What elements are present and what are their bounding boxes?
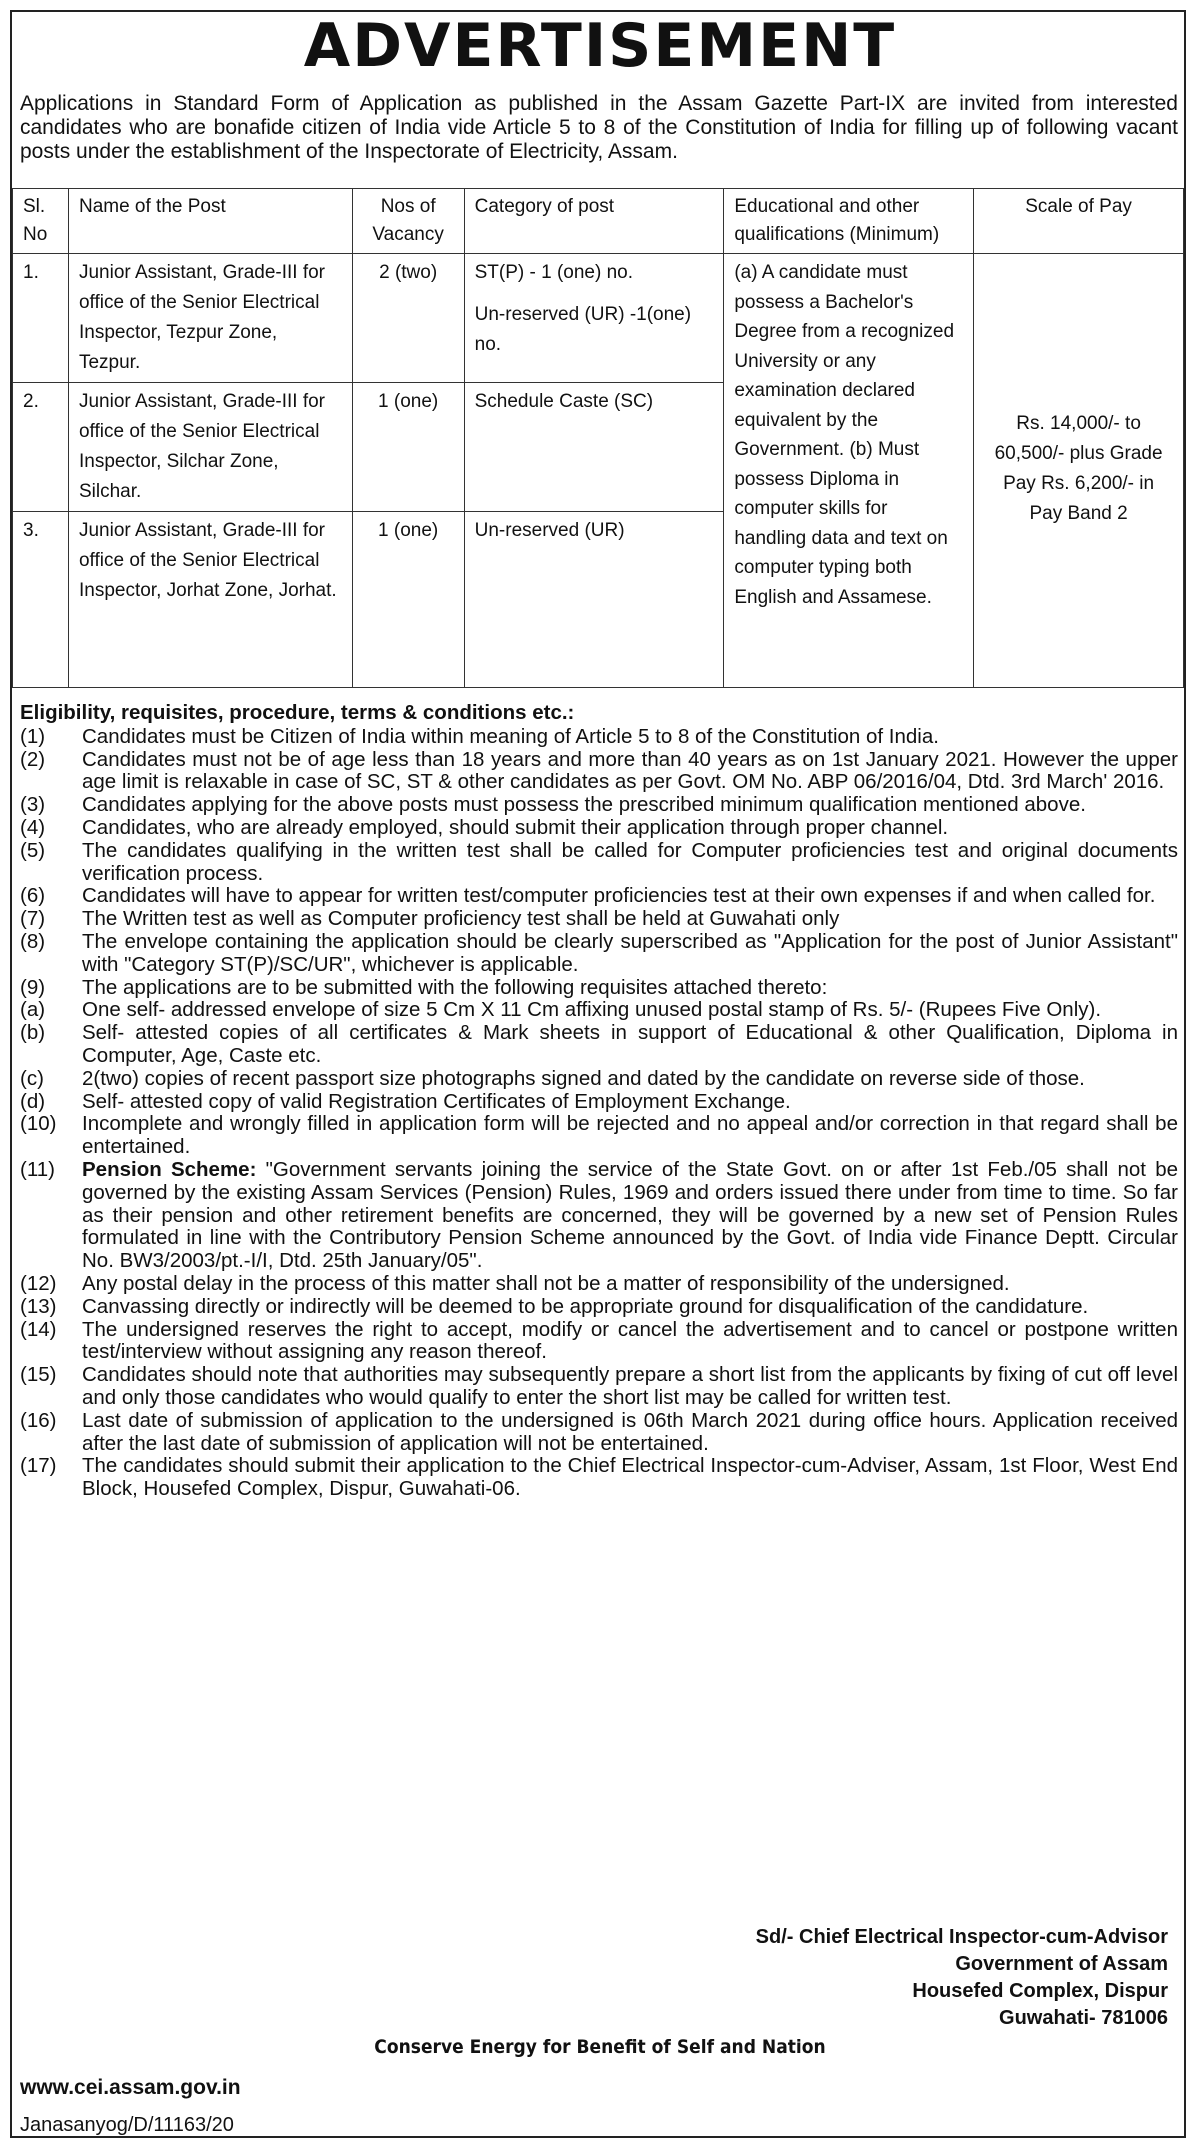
item-text: Incomplete and wrongly filled in application form will be rejected and no appeal and/or correction in that regard shall be entertained.: [82, 1112, 1178, 1159]
item-number: (14): [20, 1317, 57, 1341]
item-number: (c): [20, 1066, 44, 1090]
item-text: The envelope containing the application should be clearly superscribed as "Application for the post of Junior Assistant" with "Category ST(P)/SC/UR", whichever is applicable.: [82, 929, 1178, 976]
website-link[interactable]: www.cei.assam.gov.in: [20, 2076, 241, 2099]
item-text: One self- addressed envelope of size 5 Cm X 11 Cm affixing unused postal stamp of Rs. 5/- (Rupees Five Only).: [82, 998, 1102, 1022]
item-text: The applications are to be submitted with the following requisites attached thereto:: [82, 975, 828, 999]
item-number: (9): [20, 975, 46, 999]
cell-category: [464, 254, 724, 383]
list-item: [20, 794, 1178, 817]
item-number: (1): [20, 724, 46, 748]
list-item: [20, 726, 1178, 749]
item-text: Candidates should note that authorities may subsequently prepare a short list from the applicants by fixing of cut off level and only those candidates who would qualify to enter the short list may be called for written test.: [82, 1363, 1178, 1409]
table-row: [13, 254, 1184, 383]
list-item: [20, 1273, 1178, 1296]
cell-post-name: Junior Assistant, Grade-III for office of the Senior Electrical Inspector, Tezpur Zone, Tezpur.: [68, 254, 352, 383]
eligibility-section: [20, 702, 1178, 1501]
signature-line: Housefed Complex, Dispur: [912, 1980, 1168, 2002]
item-text: Candidates applying for the above posts must possess the prescribed minimum qualification mentioned above.: [82, 793, 1086, 817]
list-item: [20, 1364, 1178, 1410]
item-number: (3): [20, 793, 46, 817]
item-number: (13): [20, 1294, 57, 1318]
cell-category: Schedule Caste (SC): [464, 383, 724, 512]
eligibility-list: [20, 726, 1178, 1501]
item-text: The undersigned reserves the right to accept, modify or cancel the advertisement and to cancel or postpone written test/interview without assigning any reason thereof.: [82, 1317, 1178, 1364]
cell-sl: 3.: [13, 512, 69, 688]
item-number: (4): [20, 815, 46, 839]
item-text: Candidates must not be of age less than 18 years and more than 40 years as on 1st January 2021. However the upper age limit is relaxable in case of SC, ST & other candidates as per Govt. OM No. ABP 06/2016/04, Dtd. 3rd March' 2016.: [82, 747, 1178, 794]
item-number: (b): [20, 1021, 46, 1045]
slogan: Conserve Energy for Benefit of Self and Nation: [374, 2036, 826, 2058]
cell-vacancy: 2 (two): [352, 254, 464, 383]
list-item: [20, 1319, 1178, 1365]
item-text: Last date of submission of application to the undersigned is 06th March 2021 during office hours. Application received after the last date of submission of application will not be entertained.: [82, 1408, 1178, 1455]
category-line: ST(P) - 1 (one) no.: [474, 262, 634, 283]
cell-vacancy: 1 (one): [352, 512, 464, 688]
header-name-of-post: Name of the Post: [68, 189, 352, 254]
list-item: [20, 977, 1178, 1000]
list-item: [20, 1113, 1178, 1159]
item-number: (d): [20, 1089, 46, 1113]
signature-line: Sd/- Chief Electrical Inspector-cum-Advisor: [755, 1926, 1168, 1948]
list-item: [20, 885, 1178, 908]
cell-category: Un-reserved (UR): [464, 512, 724, 688]
item-number: (16): [20, 1408, 57, 1432]
item-text: Candidates will have to appear for written test/computer proficiencies test at their own expenses if and when called for.: [82, 884, 1156, 908]
list-item: [20, 1296, 1178, 1319]
item-number: (17): [20, 1454, 57, 1478]
item-number: (8): [20, 929, 46, 953]
list-item: [20, 931, 1178, 977]
list-item: [20, 1159, 1178, 1273]
item-text: Any postal delay in the process of this matter shall not be a matter of responsibility of the undersigned.: [82, 1271, 1010, 1295]
item-text: The candidates qualifying in the written test shall be called for Computer proficiencies test and original documents verification process.: [82, 838, 1178, 885]
item-number: (11): [20, 1157, 55, 1181]
item-text: Canvassing directly or indirectly will be deemed to be appropriate ground for disqualification of the candidature.: [82, 1294, 1089, 1318]
page-title: ADVERTISEMENT: [303, 11, 897, 81]
list-item: [20, 1091, 1178, 1114]
list-item: [20, 817, 1178, 840]
cell-qualification: (a) A candidate must possess a Bachelor's Degree from a recognized University or any examination declared equivalent by the Government. (b) Must possess Diploma in computer skills for handling data and text on computer typing both English and Assamese.: [724, 254, 974, 688]
list-item: [20, 1022, 1178, 1068]
item-text: The candidates should submit their application to the Chief Electrical Inspector-cum-Adviser, Assam, 1st Floor, West End Block, Housefed Complex, Dispur, Guwahati-06.: [82, 1454, 1178, 1501]
item-text: [82, 1159, 1178, 1273]
item-text: The Written test as well as Computer proficiency test shall be held at Guwahati only: [82, 907, 840, 931]
list-item: [20, 999, 1178, 1022]
item-number: (15): [20, 1363, 57, 1387]
cell-sl: 2.: [13, 383, 69, 512]
cell-vacancy: 1 (one): [352, 383, 464, 512]
item-text: 2(two) copies of recent passport size photographs signed and dated by the candidate on reverse side of those.: [82, 1066, 1085, 1090]
header-sl-no: Sl. No: [13, 189, 69, 254]
header-category: Category of post: [464, 189, 724, 254]
item-number: (12): [20, 1271, 57, 1295]
item-number: (7): [20, 907, 46, 931]
category-line: Un-reserved (UR) -1(one) no.: [474, 304, 692, 355]
cell-scale-of-pay: Rs. 14,000/- to 60,500/- plus Grade Pay Rs. 6,200/- in Pay Band 2: [974, 254, 1184, 688]
item-text: Candidates must be Citizen of India within meaning of Article 5 to 8 of the Constitution of India.: [82, 724, 939, 748]
list-item: [20, 1410, 1178, 1456]
signature-line: Guwahati- 781006: [999, 2007, 1168, 2029]
item-bold-label: Pension Scheme:: [82, 1157, 257, 1181]
item-number: (6): [20, 884, 46, 908]
list-item: [20, 1068, 1178, 1091]
intro-paragraph: Applications in Standard Form of Application as published in the Assam Gazette Part-IX are invited from interested candidates who are bonafide citizen of India vide Article 5 to 8 of the Constitution of India for filling up of following vacant posts under the establishment of the Inspectorate of Electricity, Assam.: [20, 92, 1178, 163]
reference-number: Janasanyog/D/11163/20: [20, 2114, 234, 2136]
list-item: [20, 1455, 1178, 1501]
item-number: (2): [20, 747, 46, 771]
item-text: Candidates, who are already employed, should submit their application through proper channel.: [82, 815, 949, 839]
table-header-row: [13, 189, 1184, 254]
header-qualification: Educational and other qualifications (Minimum): [724, 189, 974, 254]
item-text: Self- attested copy of valid Registration Certificates of Employment Exchange.: [82, 1089, 791, 1113]
signature-block: [756, 1924, 1168, 2032]
item-number: (10): [20, 1112, 57, 1136]
item-text: Self- attested copies of all certificates & Mark sheets in support of Educational & other Qualification, Diploma in Computer, Age, Caste etc.: [82, 1021, 1178, 1067]
eligibility-heading: Eligibility, requisites, procedure, terms & conditions etc.:: [20, 701, 575, 724]
cell-sl: 1.: [13, 254, 69, 383]
item-body: "Government servants joining the service of the State Govt. on or after 1st Feb./05 shall not be governed by the existing Assam Services (Pension) Rules, 1969 and orders issued there under from time to time. So far as their pension and other retirement benefits are concerned, they will be governed by a new set of Pension Rules formulated in line with the Contributory Pension Scheme announced by the Govt. of India vide Finance Deptt. Circular No. BW3/2003/pt.-I/I, Dtd. 25th January/05".: [82, 1157, 1178, 1273]
vacancy-table: [12, 188, 1184, 688]
cell-post-name: Junior Assistant, Grade-III for office of the Senior Electrical Inspector, Silchar Zone, Silchar.: [68, 383, 352, 512]
list-item: [20, 840, 1178, 886]
list-item: [20, 749, 1178, 795]
cell-post-name: Junior Assistant, Grade-III for office of the Senior Electrical Inspector, Jorhat Zone, Jorhat.: [68, 512, 352, 688]
header-vacancy: Nos of Vacancy: [352, 189, 464, 254]
list-item: [20, 908, 1178, 931]
item-number: (5): [20, 838, 46, 862]
item-number: (a): [20, 998, 46, 1022]
header-scale-of-pay: Scale of Pay: [974, 189, 1184, 254]
signature-line: Government of Assam: [955, 1953, 1168, 1975]
